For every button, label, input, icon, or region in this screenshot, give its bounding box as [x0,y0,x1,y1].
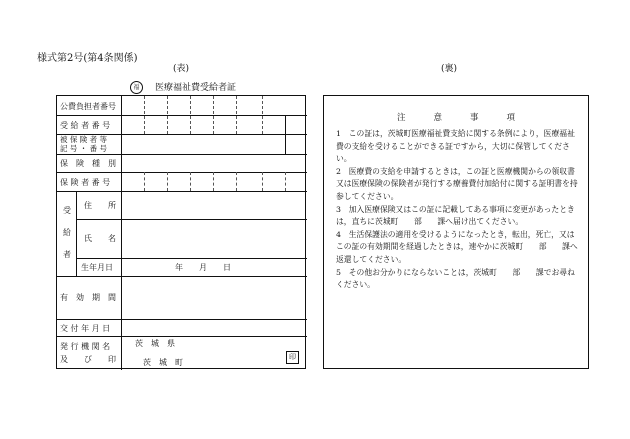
notes-title-char: 項 [506,113,516,123]
notes-title-char: 意 [433,113,442,123]
welfare-seal-icon: 福 [130,81,143,94]
notes-card [323,95,589,369]
issuer-town: 茨 城 町 [143,358,183,367]
recipient-vertical-label: 受給者 [63,206,71,259]
note-item: 4 生活保護法の適用を受けるようになったとき，転出，死亡，又はこの証の有効期間を経過したときは，速やかに茨城町 部 課へ返還してください。 [336,229,578,264]
notes-title-char: 注 [396,113,406,123]
issuer-prefecture: 茨 城 県 [135,339,175,348]
recipient-card [56,95,306,369]
valid-period-label: 有 効 期 間 [60,293,116,302]
recipient-number-label: 受 給 者 番 号 [60,121,111,130]
note-item: 3 加入医療保険又はこの証に記載してある事項に変更があったときは，直ちに茨城町 部 課へ届け出てください。 [336,204,575,227]
insured-symbol-label-1: 被 保 険 者 等 [60,135,108,144]
front-side-label: (表) [173,64,190,74]
issue-date-label: 交 付 年 月 日 [60,324,111,333]
payer-number-label: 公費負担者番号 [60,102,116,111]
notes-title [324,111,588,123]
card-title-text: 医療福祉費受給者証 [155,83,237,93]
address-label: 住 所 [84,201,116,210]
card-title [130,80,236,94]
official-seal-box: 印 [286,351,299,364]
back-side-label: (裏) [441,64,458,74]
note-item: 5 その他お分かりにならないことは，茨城町 部 課でお尋ねください。 [336,267,575,290]
insurance-type-label: 保 険 種 別 [60,159,116,168]
note-item: 2 医療費の支給を申請するときは，この証と医療機関からの領収書又は医療保険の保険者が発行する療養費付加給付に関する証明書を持参してください。 [336,166,578,201]
note-item: 1 この証は，茨城町医療福祉費支給に関する条例により，医療福祉費の支給を受けることができる証ですから，大切に保管してください。 [336,129,575,164]
birth-date-label: 生年月日 [81,263,113,272]
notes-list [336,128,579,292]
form-number: 様式第2号(第4条関係) [37,53,138,64]
birth-date-fill: 年 月 日 [175,263,231,272]
issuer-label-1: 発 行 機 関 名 [60,342,111,351]
insured-symbol-label-2: 記 号 ・ 番 号 [60,144,108,153]
insurer-number-label: 保 険 者 番 号 [60,178,111,187]
notes-title-char: 事 [470,113,479,123]
name-label: 氏 名 [84,234,116,243]
issuer-label-2: 及 び 印 [60,355,116,364]
